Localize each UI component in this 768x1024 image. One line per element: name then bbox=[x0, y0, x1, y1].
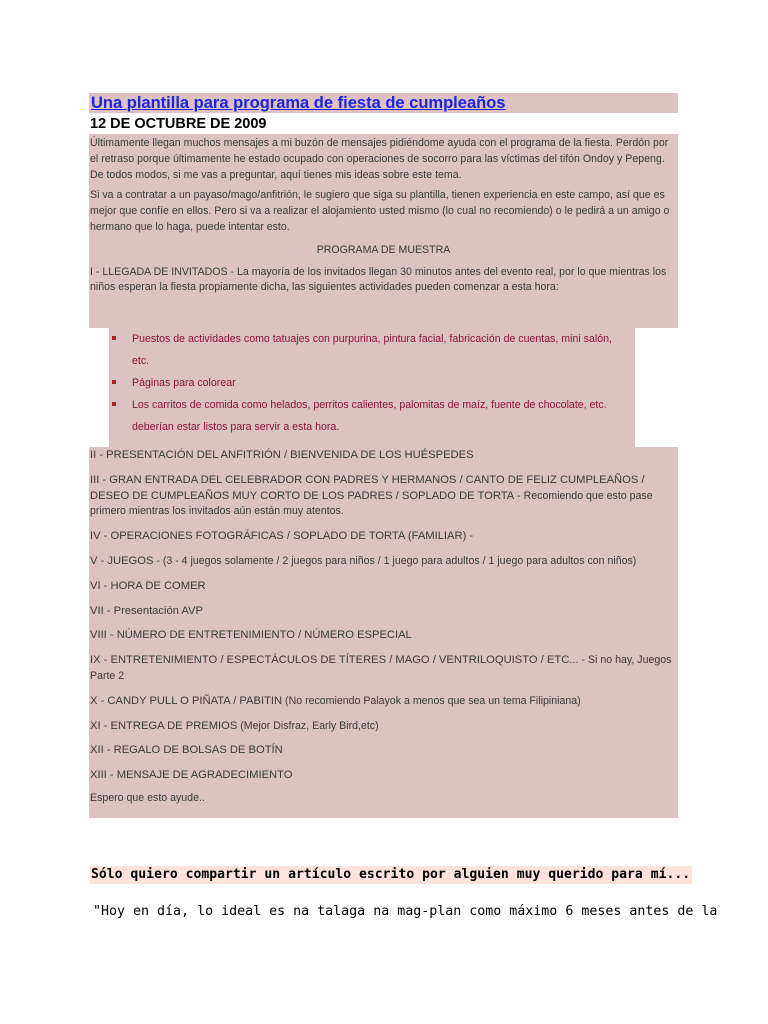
post-date: 12 DE OCTUBRE DE 2009 bbox=[90, 116, 267, 132]
activity-list-row bbox=[89, 328, 678, 447]
program-heading: PROGRAMA DE MUESTRA bbox=[316, 243, 451, 256]
square-bullet-icon bbox=[112, 402, 116, 406]
list-item-text: Puestos de actividades como tatuajes con purpurina, pintura facial, fabricación de cuentas, mini salón, etc. bbox=[132, 333, 612, 367]
blog-post bbox=[89, 93, 678, 818]
list-item bbox=[109, 394, 612, 438]
program-item: XIII - MENSAJE DE AGRADECIMIENTO bbox=[90, 769, 293, 782]
program-item: X - CANDY PULL O PIÑATA / PABITIN (No recomiendo Palayok a menos que sea un tema Filipiniana) bbox=[90, 694, 581, 707]
list-item bbox=[109, 372, 635, 394]
intro-block bbox=[89, 134, 678, 328]
intro-paragraph: Si va a contratar a un payaso/mago/anfitrión, le sugiero que siga su plantilla, tienen experiencia en este campo, así que es mejor que confíe en ellos. Pero si va a realizar el alojamiento usted mismo (lo cual no recomiendo) o le pedirá a un amigo o hermano que lo haga, puede intentar esto. bbox=[90, 189, 670, 233]
program-item: III - GRAN ENTRADA DEL CELEBRADOR CON PADRES Y HERMANOS / CANTO DE FELIZ CUMPLEAÑOS / DESEO DE CUMPLEAÑOS MUY CORTO DE LOS PADRES / SOPLADO DE TORTA - Recomiendo que esto pase primero mientras los invitados aún están muy atentos. bbox=[90, 473, 653, 518]
section-arrivals: I - LLEGADA DE INVITADOS - La mayoría de los invitados llegan 30 minutos antes del evento real, por lo que mientras los niños esperan la fiesta propiamente dicha, las siguientes actividades pueden comenzar a esta hora: bbox=[90, 265, 667, 294]
program-item: IV - OPERACIONES FOTOGRÁFICAS / SOPLADO DE TORTA (FAMILIAR) - bbox=[90, 530, 474, 543]
share-heading: Sólo quiero compartir un artículo escrito por alguien muy querido para mí... bbox=[91, 867, 691, 882]
intro-paragraph: Últimamente llegan muchos mensajes a mi buzón de mensajes pidiéndome ayuda con el programa de la fiesta. Perdón por el retraso porque últimamente he estado ocupado con operaciones de socorro para las víctimas del tifón Ondoy y Pepeng. De todos modos, si me vas a preguntar, aquí tienes mis ideas sobre este tema. bbox=[90, 137, 669, 181]
activity-list-box bbox=[109, 328, 635, 447]
closing-text: Espero que esto ayude.. bbox=[90, 791, 205, 804]
program-item: XII - REGALO DE BOLSAS DE BOTÍN bbox=[90, 744, 283, 757]
list-item-text: Páginas para colorear bbox=[132, 377, 236, 389]
program-items bbox=[89, 447, 678, 818]
program-item: VII - Presentación AVP bbox=[90, 604, 203, 617]
square-bullet-icon bbox=[112, 336, 116, 340]
list-item bbox=[109, 328, 612, 372]
title-bar bbox=[89, 93, 678, 113]
square-bullet-icon bbox=[112, 380, 116, 384]
program-item: XI - ENTREGA DE PREMIOS (Mejor Disfraz, Early Bird,etc) bbox=[90, 719, 379, 732]
post-title-link[interactable]: Una plantilla para programa de fiesta de cumpleaños bbox=[91, 94, 506, 112]
program-item: VIII - NÚMERO DE ENTRETENIMIENTO / NÚMERO ESPECIAL bbox=[90, 629, 412, 642]
program-item: V - JUEGOS - (3 - 4 juegos solamente / 2 juegos para niños / 1 juego para adultos / 1 juego para adultos con niños) bbox=[90, 554, 637, 567]
program-item: VI - HORA DE COMER bbox=[90, 579, 206, 592]
program-item: II - PRESENTACIÓN DEL ANFITRIÓN / BIENVENIDA DE LOS HUÉSPEDES bbox=[90, 449, 474, 461]
list-item-text: Los carritos de comida como helados, perritos calientes, palomitas de maíz, fuente de chocolate, etc. deberían estar listos para servir a esta hora. bbox=[132, 399, 607, 433]
program-item: IX - ENTRETENIMIENTO / ESPECTÁCULOS DE TÍTERES / MAGO / VENTRILOQUISTO / ETC... - Si no hay, Juegos Parte 2 bbox=[90, 654, 672, 682]
activity-list bbox=[109, 328, 635, 438]
quote-line: "Hoy en día, lo ideal es na talaga na mag-plan como máximo 6 meses antes de la bbox=[93, 904, 718, 919]
